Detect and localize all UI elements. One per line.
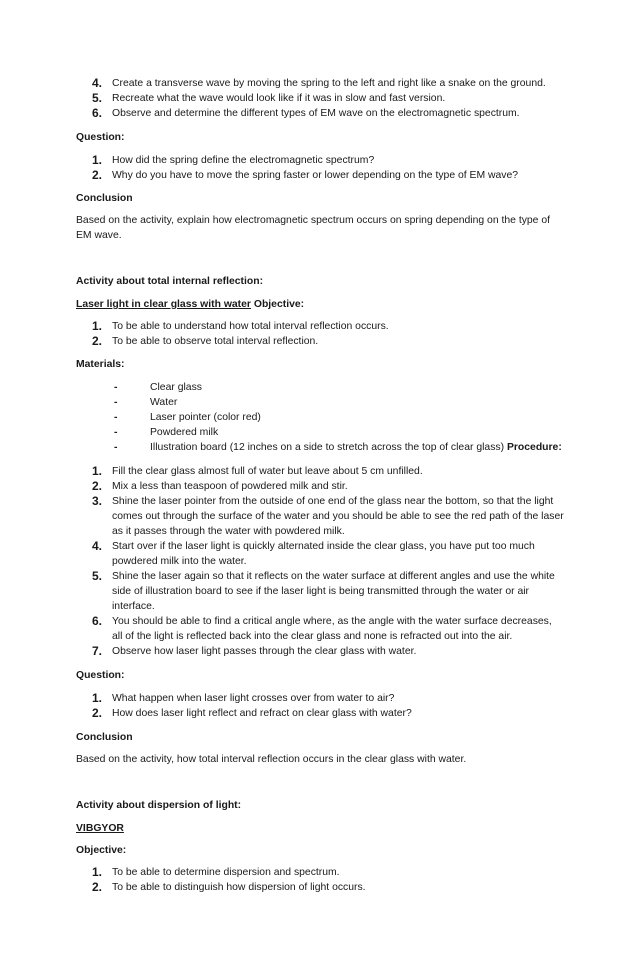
list-item xyxy=(76,319,562,334)
steps-top-list xyxy=(76,76,562,121)
list-item xyxy=(76,614,564,644)
activity-heading: Activity about dispersion of light: xyxy=(76,800,242,811)
list-number: 2. xyxy=(92,880,103,894)
list-text: How did the spring define the electromagnetic spectrum? xyxy=(112,155,375,166)
conclusion-heading: Conclusion xyxy=(76,193,133,204)
list-text: Observe how laser light passes through the clear glass with water. xyxy=(112,646,417,657)
list-text: Water xyxy=(150,397,178,408)
list-text: You should be able to find a critical angle where, as the angle with the water surface decreases, all of the light is reflected back into the clear glass and none is refracted out into the air. xyxy=(112,616,552,642)
list-number: 1. xyxy=(92,464,103,478)
list-number: 2. xyxy=(92,334,103,348)
list-number: 6. xyxy=(92,614,103,628)
list-item xyxy=(76,569,564,614)
list-text: Create a transverse wave by moving the spring to the left and right like a snake on the ground. xyxy=(112,78,546,89)
list-item xyxy=(76,410,562,425)
list-number: 2. xyxy=(92,706,103,720)
conclusion-text: Based on the activity, how total interval reflection occurs in the clear glass with water. xyxy=(76,754,467,765)
dash-bullet: - xyxy=(114,382,118,393)
materials-list xyxy=(76,380,562,455)
objective-heading: Objective: xyxy=(76,845,127,856)
list-text: Shine the laser again so that it reflects on the water surface at different angles and use the white side of illustration board to see if the laser light is being transmitted through the water or air interface. xyxy=(112,571,555,612)
list-item xyxy=(76,106,562,121)
dash-bullet: - xyxy=(114,412,118,423)
question-heading: Question: xyxy=(76,670,125,681)
list-text: To be able to distinguish how dispersion of light occurs. xyxy=(112,882,366,893)
list-number: 3. xyxy=(92,494,103,508)
list-text: Clear glass xyxy=(150,382,202,393)
objective-label: Objective: xyxy=(250,299,305,310)
list-item xyxy=(76,880,562,895)
conclusion-text: Based on the activity, explain how electromagnetic spectrum occurs on spring depending on the type of EM wave. xyxy=(76,215,551,241)
list-item xyxy=(76,395,562,410)
procedure-label: Procedure: xyxy=(506,442,562,453)
list-number: 5. xyxy=(92,569,103,583)
dash-bullet: - xyxy=(114,427,118,438)
list-item xyxy=(76,644,564,659)
list-text: Fill the clear glass almost full of water but leave about 5 cm unfilled. xyxy=(112,466,423,477)
list-text: To be able to observe total interval reflection. xyxy=(112,336,319,347)
steps-top xyxy=(76,76,562,121)
objective-list xyxy=(76,319,562,349)
list-number: 2. xyxy=(92,479,103,493)
list-text: Illustration board (12 inches on a side to stretch across the top of clear glass) xyxy=(150,442,507,453)
list-item xyxy=(76,539,564,569)
list-text: How does laser light reflect and refract on clear glass with water? xyxy=(112,708,412,719)
list-item xyxy=(76,479,564,494)
list-item xyxy=(76,91,562,106)
list-item xyxy=(76,153,562,168)
question-list xyxy=(76,691,562,721)
list-item xyxy=(76,76,562,91)
dash-bullet: - xyxy=(114,442,118,453)
list-item xyxy=(76,691,562,706)
activity-heading: Activity about total internal reflection: xyxy=(76,276,264,287)
list-item xyxy=(76,425,562,440)
list-number: 2. xyxy=(92,168,103,182)
list-text: To be able to understand how total interval reflection occurs. xyxy=(112,321,389,332)
list-text: Why do you have to move the spring faster or lower depending on the type of EM wave? xyxy=(112,170,519,181)
materials-heading: Materials: xyxy=(76,359,125,370)
list-text: What happen when laser light crosses over from water to air? xyxy=(112,693,395,704)
list-item xyxy=(76,334,562,349)
list-item xyxy=(76,440,562,455)
list-text: To be able to determine dispersion and spectrum. xyxy=(112,867,340,878)
activity-subtitle-line xyxy=(76,297,562,312)
list-number: 7. xyxy=(92,644,103,658)
list-text: Powdered milk xyxy=(150,427,219,438)
list-number: 1. xyxy=(92,153,103,167)
list-item xyxy=(76,380,562,395)
list-item xyxy=(76,706,562,721)
list-text: Start over if the laser light is quickly alternated inside the clear glass, you have put too much powdered milk into the water. xyxy=(112,541,535,567)
list-item xyxy=(76,494,564,539)
list-item xyxy=(76,865,562,880)
objective-list xyxy=(76,865,562,895)
conclusion-heading: Conclusion xyxy=(76,732,133,743)
list-number: 4. xyxy=(92,76,103,90)
question-list xyxy=(76,153,562,183)
list-text: Recreate what the wave would look like if it was in slow and fast version. xyxy=(112,93,446,104)
dash-bullet: - xyxy=(114,397,118,408)
list-item xyxy=(76,464,564,479)
list-text: Laser pointer (color red) xyxy=(150,412,261,423)
list-item xyxy=(76,168,562,183)
list-number: 6. xyxy=(92,106,103,120)
list-number: 1. xyxy=(92,319,103,333)
list-number: 1. xyxy=(92,691,103,705)
list-text: Observe and determine the different types of EM wave on the electromagnetic spectrum. xyxy=(112,108,520,119)
list-text: Shine the laser pointer from the outside of one end of the glass near the bottom, so that the light comes out through the surface of the water and you should be able to see the red path of the laser as it passes through the water with powdered milk. xyxy=(112,496,564,537)
activity-subtitle: Laser light in clear glass with water xyxy=(76,299,251,310)
procedure-list xyxy=(76,464,564,659)
list-number: 5. xyxy=(92,91,103,105)
activity-subtitle: VIBGYOR xyxy=(76,823,124,834)
list-text: Mix a less than teaspoon of powdered milk and stir. xyxy=(112,481,348,492)
list-number: 1. xyxy=(92,865,103,879)
list-number: 4. xyxy=(92,539,103,553)
question-heading: Question: xyxy=(76,132,125,143)
